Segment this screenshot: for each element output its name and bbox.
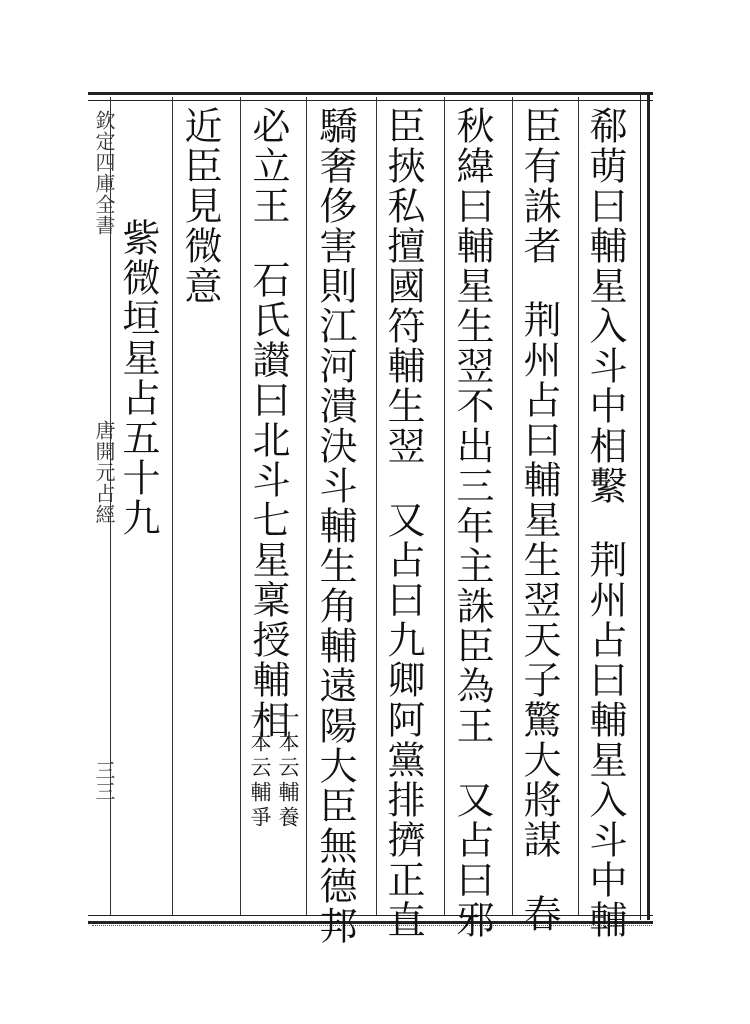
column-text: 臣有誅者: [517, 106, 561, 266]
column-text: 近臣見微意: [178, 106, 222, 306]
column-text-continued: 荆州占曰輔星生翌天子驚大將謀: [517, 300, 561, 860]
chapter-heading: [116, 218, 160, 538]
column-rule: [578, 97, 579, 915]
column-text: 必立王: [246, 106, 290, 226]
text-column-5: [313, 106, 357, 946]
column-text-continued: 春: [517, 894, 561, 934]
text-column-3: [450, 106, 494, 940]
column-text-continued: 又占曰九卿阿黨排擠正直: [381, 500, 425, 940]
column-text-continued: 又占曰邪: [450, 780, 494, 940]
annotation-right: 一本云輔養: [276, 706, 300, 831]
margin-folio-number: 三三: [92, 760, 116, 802]
frame-right-border: [640, 92, 650, 920]
column-rule: [376, 97, 377, 915]
chapter-heading-text: 紫微垣星占五十九: [116, 218, 160, 538]
margin-book-title: 欽定四庫全書: [92, 110, 116, 236]
annotation-left: 一本云輔爭: [248, 706, 272, 831]
text-column-6: [246, 106, 290, 740]
column-text: 秋緯曰輔星生翌不出三年主誅臣為王: [450, 106, 494, 746]
column-rule: [172, 97, 173, 915]
text-column-7: [178, 106, 222, 306]
column-rule: [306, 97, 307, 915]
column-text-continued: 荆州占曰輔星入斗中輔: [583, 540, 627, 940]
column-rule: [240, 97, 241, 915]
column-text: 郗萌曰輔星入斗中相繫: [583, 106, 627, 506]
column-rule: [444, 97, 445, 915]
column-text-continued: 石氏讃曰北斗七星稟授輔相: [246, 260, 290, 740]
column-text: 驕奢侈害則江河潰決斗輔生角輔遠陽大臣無德邦: [313, 106, 357, 946]
margin-section-title: 唐開元占經: [92, 420, 116, 525]
text-column-4: [381, 106, 425, 940]
print-noise: [92, 925, 652, 932]
frame-bottom-border: [88, 915, 653, 924]
text-column-2: [517, 106, 561, 934]
column-text: 臣挾私擅國符輔生翌: [381, 106, 425, 466]
column-rule: [512, 97, 513, 915]
text-column-1: [583, 106, 627, 940]
